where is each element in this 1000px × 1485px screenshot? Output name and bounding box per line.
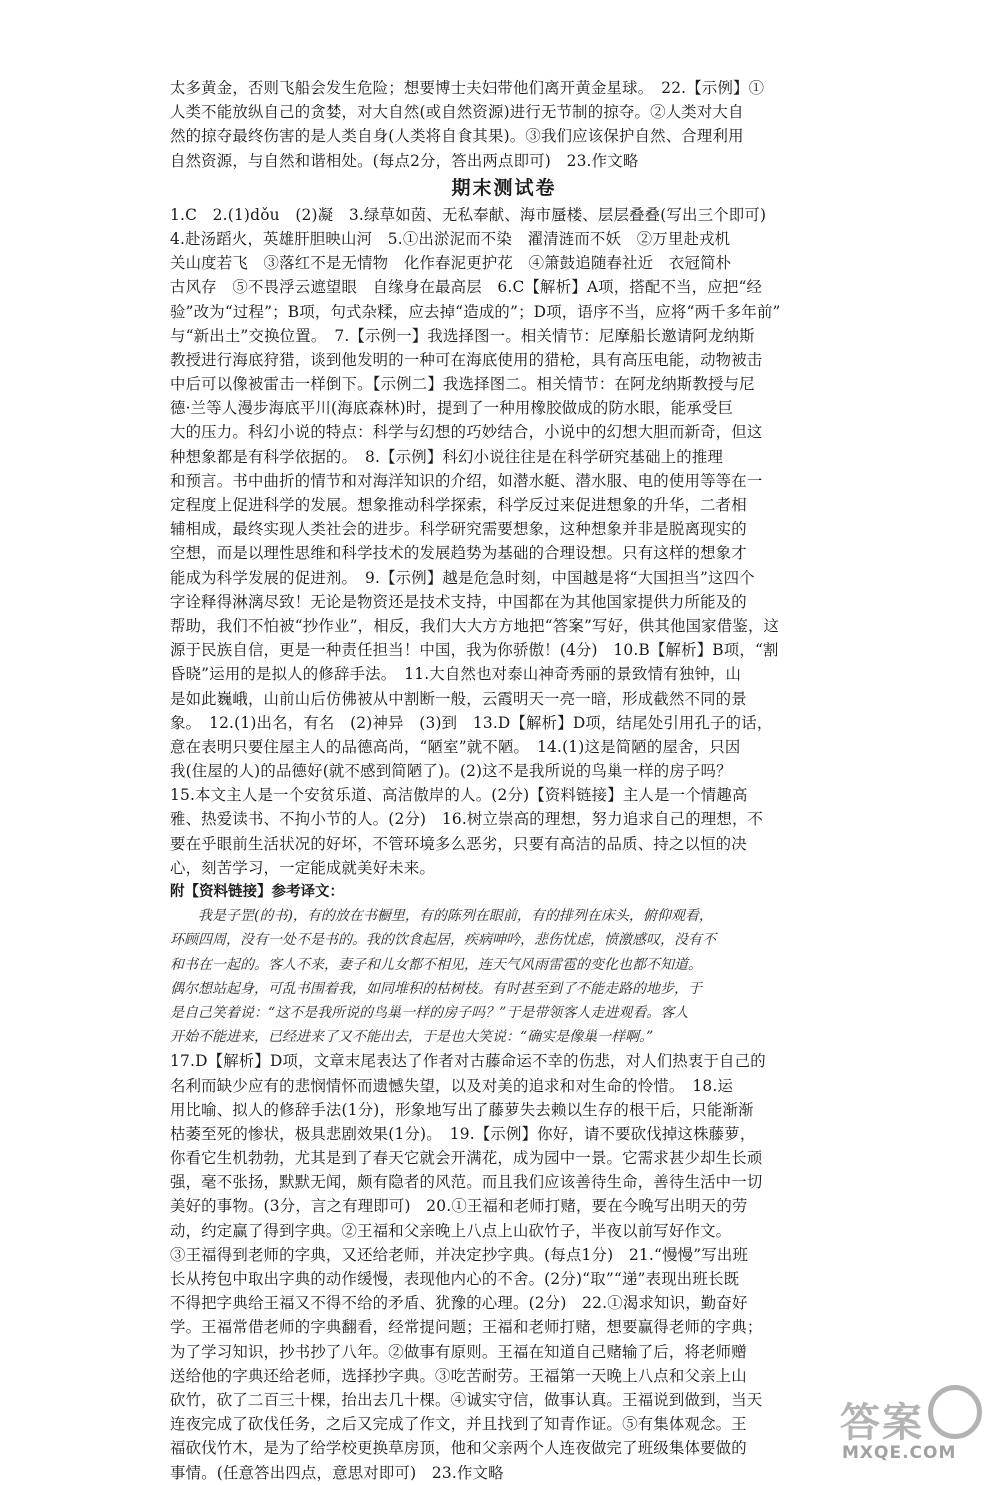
text-line: 字诠释得淋漓尽致！无论是物资还是技术支持，中国都在为其他国家提供力所能及的 [170, 592, 747, 611]
text-line: 为了学习知识，抄书抄了八年。②做事有原则。王福在知道自己赌输了后，将老师赠 [170, 1342, 747, 1361]
text-line: 要在乎眼前生活状况的好坏，不管环境多么恶劣，只要有高洁的品质、持之以恒的决 [170, 834, 747, 853]
text-line: 空想，而是以理性思维和科学技术的发展趋势为基础的合理设想。只有这样的想象才 [170, 544, 747, 563]
text-line: 不得把字典给王福又不得不给的矛盾、犹豫的心理。(2分) 22.①渴求知识，勤奋好 [170, 1294, 748, 1313]
answer-page [170, 76, 838, 1485]
text-line: 能成为科学发展的促进剂。 9.【示例】越是危急时刻，中国越是将“大国担当”这四个 [170, 568, 755, 587]
text-line: 太多黄金，否则飞船会发生危险；想要博士夫妇带他们离开黄金星球。 22.【示例】① [170, 79, 765, 97]
text-line: 动，约定赢了得到字典。②王福和父亲晚上八点上山砍竹子，半夜以前写好作文。 [170, 1221, 732, 1240]
watermark-logo [840, 1385, 990, 1467]
text-line: 你看它生机勃勃，尤其是到了春天它就会开满花，成为园中一景。它需求甚少却生长顽 [170, 1149, 763, 1168]
text-line: ③王福得到老师的字典，又还给老师，并决定抄字典。(每点1分) 21.“慢慢”写出班 [170, 1245, 749, 1264]
text-line: 强，毫不张扬，默默无闻，颇有隐者的风范。而且我们应该善待生命，善待生活中一切 [170, 1173, 763, 1192]
text-line: 中后可以像被雷击一样倒下。【示例二】我选择图二。相关情节：在阿龙纳斯教授与尼 [170, 375, 755, 394]
text-line: 教授进行海底狩猎，谈到他发明的一种可在海底使用的猎枪，具有高压电能，动物被击 [170, 350, 763, 369]
text-line: 学。王福常借老师的字典翻看，经常提问题；王福和老师打赌，想要赢得老师的字典； [170, 1318, 763, 1337]
section-title: 期末测试卷 [451, 176, 557, 199]
translation-line: 是自己笑着说：“这不是我所说的鸟巢一样的房子吗？”于是带领客人走进观看。客人 [170, 1004, 689, 1021]
text-line: 事情。(任意答出四点，意思对即可) 23.作文略 [170, 1463, 504, 1482]
text-line: 砍竹，砍了二百三十棵，抬出去几十棵。④诚实守信，做事认真。王福说到做到，当天 [170, 1390, 763, 1409]
text-line: 验”改为“过程”；B项，句式杂糅，应去掉“造成的”；D项，语序不当，应将“两千多年前” [170, 302, 781, 321]
watermark-text: 答案 [840, 1400, 924, 1446]
text-line: 古风存 ⑤不畏浮云遮望眼 自缘身在最高层 6.C【解析】A项，搭配不当，应把“经 [170, 278, 763, 297]
text-line: 枯萎至死的惨状，极具悲剧效果(1分)。 19.【示例】你好，请不要砍伐掉这株藤萝， [170, 1124, 756, 1143]
text-line: 关山度若飞 ③落红不是无情物 化作春泥更护花 ④箫鼓追随春社近 衣冠简朴 [170, 254, 732, 273]
text-line: 种想象都是有科学依据的。 8.【示例】科幻小说往往是在科学研究基础上的推理 [170, 447, 724, 466]
text-line: 和预言。书中曲折的情节和对海洋知识的介绍，如潜水艇、潜水服、电的使用等等在一 [170, 471, 763, 490]
text-line: 雅、热爱读书、不拘小节的人。(2分) 16.树立崇高的理想，努力追求自己的理想，不 [170, 810, 764, 829]
text-line: 自然资源，与自然和谐相处。(每点2分，答出两点即可) 23.作文略 [170, 151, 639, 170]
previous-section-tail [170, 76, 838, 173]
final-exam-answers [170, 203, 838, 880]
text-line: 17.D【解析】D项，文章末尾表达了作者对古藤命运不幸的伤悲，对人们热衷于自己的 [170, 1052, 766, 1071]
text-line: 名利而缺少应有的悲悯情怀而遗憾失望，以及对美的追求和对生命的怜惜。 18.运 [170, 1076, 734, 1095]
text-line: 福砍伐竹木，是为了给学校更换草房顶，他和父亲两个人连夜做完了班级集体要做的 [170, 1439, 747, 1458]
text-line: 长从挎包中取出字典的动作缓慢，表现他内心的不舍。(2分)“取”“递”表现出班长既 [170, 1270, 740, 1288]
text-line: 人类不能放纵自己的贪婪，对大自然(或自然资源)进行无节制的掠夺。②人类对大自 [170, 103, 744, 122]
watermark-url: MXQE.COM [842, 1443, 957, 1463]
translation-line: 偶尔想站起身，可乱书围着我，如同堆积的枯树枝。有时甚至到了不能走路的地步，于 [170, 980, 702, 997]
text-line: 1.C 2.(1)dǒu (2)凝 3.绿草如茵、无私奉献、海市蜃楼、层层叠叠(写出三个即可) [170, 205, 767, 224]
text-line: 15.本文主人是一个安贫乐道、高洁傲岸的人。(2分)【资料链接】主人是一个情趣高 [170, 786, 748, 805]
text-line: 昏晓”运用的是拟人的修辞手法。 11.大自然也对泰山神奇秀丽的景致情有独钟，山 [170, 665, 742, 684]
text-line: 4.赴汤蹈火，英雄肝胆映山河 5.①出淤泥而不染 濯清涟而不妖 ②万里赴戎机 [170, 229, 731, 248]
watermark-seal-icon [928, 1385, 982, 1439]
text-line: 德·兰等人漫步海底平川(海底森林)时，提到了一种用橡胶做成的防水眼，能承受巨 [170, 399, 734, 418]
text-line: 帮助，我们不怕被“抄作业”，相反，我们大大方方地把“答案”写好，供其他国家借鉴，这 [170, 616, 780, 635]
translation-line: 开始不能进来，已经进来了又不能出去，于是也大笑说：“确实是像巢一样啊。” [170, 1029, 654, 1046]
text-line: 连夜完成了砍伐任务，之后又完成了作文，并且找到了知青作证。⑤有集体观念。王 [170, 1415, 747, 1434]
text-line: 大的压力。科幻小说的特点：科学与幻想的巧妙结合，小说中的幻想大胆而新奇，但这 [170, 423, 763, 442]
answers-17-23 [170, 1049, 838, 1484]
text-line: 用比喻、拟人的修辞手法(1分)，形象地写出了藤萝失去赖以生存的根干后，只能渐渐 [170, 1100, 754, 1119]
text-line: 我(住屋的人)的品德好(就不感到简陋了)。(2)这不是我所说的鸟巢一样的房子吗？ [170, 762, 732, 781]
appendix-header: 附【资料链接】参考译文： [170, 884, 344, 900]
text-line: 源于民族自信，更是一种责任担当！中国，我为你骄傲！(4分) 10.B【解析】B项，“割 [170, 641, 779, 660]
text-line: 心，刻苦学习，一定能成就美好未来。 [170, 858, 436, 877]
reference-translation [170, 904, 838, 1049]
text-line: 然的掠夺最终伤害的是人类自身(人类将自食其果)。③我们应该保护自然、合理利用 [170, 127, 744, 146]
text-line: 送给他的字典还给老师，选择抄字典。③吃苦耐劳。王福第一天晚上八点和父亲上山 [170, 1366, 747, 1385]
text-line: 象。 12.(1)出名，有名 (2)神异 (3)到 13.D【解析】D项，结尾处引用孔子的话， [170, 713, 773, 732]
text-line: 与“新出土”交换位置。 7.【示例一】我选择图一。相关情节：尼摩船长邀请阿龙纳斯 [170, 326, 755, 345]
text-line: 是如此巍峨，山前山后仿佛被从中割断一般，云霞明天一亮一暗，形成截然不同的景 [170, 689, 747, 708]
translation-line: 环顾四周，没有一处不是书的。我的饮食起居，疾病呻吟，悲伤忧虑，愤激感叹，没有不 [170, 932, 716, 949]
text-line: 意在表明只要住屋主人的品德高尚，“陋室”就不陋。 14.(1)这是简陋的屋舍，只因 [170, 737, 741, 756]
text-line: 辅相成，最终实现人类社会的进步。科学研究需要想象，这种想象并非是脱离现实的 [170, 520, 747, 539]
text-line: 定程度上促进科学的发展。想象推动科学探索，科学反过来促进想象的升华，二者相 [170, 496, 747, 514]
translation-line: 我是子罡(的书)，有的放在书橱里，有的陈列在眼前，有的排列在床头，俯仰观看， [170, 908, 713, 925]
translation-line: 和书在一起的。客人不来，妻子和儿女都不相见，连天气风雨雷雹的变化也都不知道。 [170, 956, 702, 973]
text-line: 美好的事物。(3分，言之有理即可) 20.①王福和老师打赌，要在今晚写出明天的劳 [170, 1197, 748, 1216]
